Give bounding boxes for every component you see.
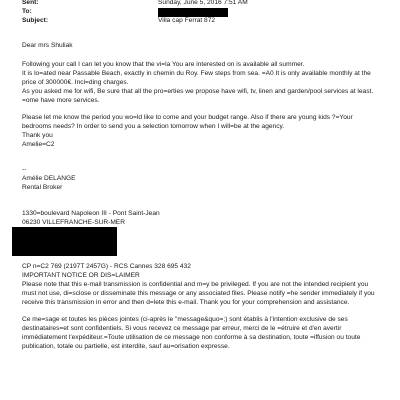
notice-fr-line-4: publication, totale ou partielle, est interdite, sauf au=orisation expresse.: [22, 343, 230, 350]
notice-title: IMPORTANT NOTICE OR DIS=LAIMER: [22, 272, 140, 279]
sent-value: Sunday, June 5, 2016 7:51 AM: [158, 0, 248, 6]
subject-label: Subject:: [22, 17, 49, 24]
notice-en-line-3: receive this transmission in error and then d=lete this e-mail. Thank you for your comprehension and assistance.: [22, 299, 350, 306]
to-label: To:: [22, 8, 32, 15]
subject-value: Villa cap Ferrat 872: [158, 17, 216, 24]
notice-fr-line-2: destinataires=et sont confidentiels. Si vous recevez ce message par erreur, merci de le =étruire et d'en avertir: [22, 325, 342, 332]
to-redaction: [158, 8, 228, 17]
greeting: Dear mrs Shuliak: [22, 42, 73, 49]
para2-line-2: bedrooms needs? In order to send you a selection tomorrow when I will=be at the agency.: [22, 123, 285, 130]
para1-line-2: It is lo=ated near Passable Beach, exactly in chemin du Roy. Few steps from sea. =A0 It is only available monthly at the: [22, 70, 371, 77]
sent-label: Sent:: [22, 0, 39, 6]
para1-line-3: price of 300000€. Incl=ding charges.: [22, 79, 129, 86]
notice-en-line-2: must not use, di=sclose or disseminate this message or any associated files. Please notify =he sender immediately if you: [22, 290, 375, 297]
para2-line-4: Amelie=C2: [22, 141, 55, 148]
para1-line-1: Following your call I can let you know that the vi=la You are interested on is available all summer.: [22, 61, 305, 68]
company-registration: CP n=C2 769 (2197T 2457G) - RCS Cannes 328 695 432: [22, 263, 191, 270]
signature-title: Rental Broker: [22, 184, 63, 191]
address-line-2: 06230 VILLEFRANCHE-SUR-MER: [22, 219, 125, 226]
signature-redaction: [12, 227, 117, 256]
notice-fr-line-1: Ce me=sage et toutes les pièces jointes (ci-après le "message&quo=;) sont établis à l'intention exclusive de ses: [22, 316, 348, 323]
para1-line-5: =ome have more services.: [22, 97, 100, 104]
para1-line-4: As you asked me for wifi, Be sure that all the pro=erties we propose have wifi, tv, linen and garden/pool services at least.: [22, 88, 374, 95]
para2-line-1: Please let me know the period you wo=ld like to come and your budget range. Also if there are young kids ?=Your: [22, 114, 353, 121]
para2-line-3: Thank you: [22, 132, 53, 139]
address-line-1: 1330=boulevard Napoleon III - Pont Saint-Jean: [22, 210, 160, 217]
notice-fr-line-3: immédiatement l'expéditeur.=Toute utilisation de ce message non conforme à sa destination, toute =iffusion ou toute: [22, 334, 361, 341]
signature-separator: --: [22, 166, 27, 173]
signature-name: Amélie DELANGE: [22, 175, 76, 182]
notice-en-line-1: Please note that this e-mail transmission is confidential and m=y be privileged. If you are not the intended recipient you: [22, 281, 369, 288]
